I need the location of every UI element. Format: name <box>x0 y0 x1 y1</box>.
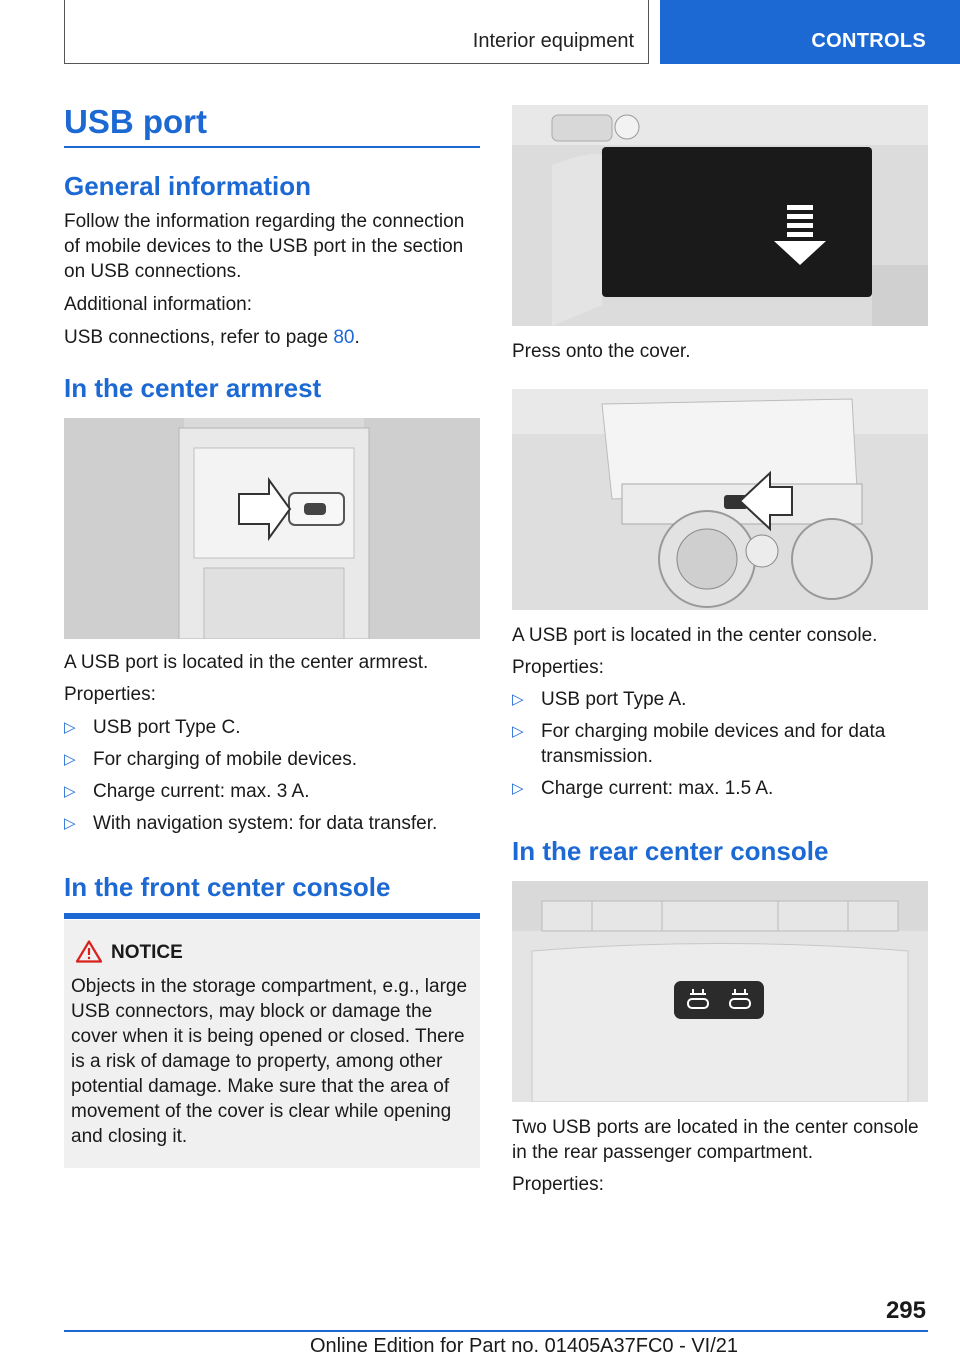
warning-triangle-icon <box>76 940 102 963</box>
bullet-triangle-icon: ▷ <box>64 783 76 800</box>
bullet-triangle-icon: ▷ <box>64 815 76 832</box>
bullet-triangle-icon: ▷ <box>512 723 524 740</box>
notice-line: Objects in the storage compartment, e.g., large <box>71 976 468 997</box>
rear-console-figure <box>512 881 928 1102</box>
armrest-figure <box>64 418 480 639</box>
page-link[interactable]: 80 <box>333 327 355 348</box>
bullet-triangle-icon: ▷ <box>64 751 76 768</box>
rear-properties-label: Properties: <box>512 1174 604 1195</box>
general-reference <box>64 325 360 350</box>
general-para1-line1: Follow the information regarding the connection <box>64 211 465 232</box>
page-title: USB port <box>64 103 207 140</box>
notice-line: is a risk of damage to property, among other <box>71 1051 443 1072</box>
footer-edition: Online Edition for Part no. 01405A37FC0 - VI/21 <box>310 1335 739 1357</box>
rear-caption-line1: Two USB ports are located in the center console <box>512 1117 919 1138</box>
general-heading: General information <box>64 171 312 201</box>
cover-figure <box>512 105 928 326</box>
rear-caption-line2: in the rear passenger compartment. <box>512 1142 813 1163</box>
armrest-properties-label: Properties: <box>64 684 156 705</box>
general-para2: Additional information: <box>64 294 252 315</box>
front-console-caption: A USB port is located in the center console. <box>512 625 878 646</box>
notice-title: NOTICE <box>111 942 183 963</box>
cover-caption: Press onto the cover. <box>512 341 691 362</box>
general-para1-line3: on USB connections. <box>64 261 242 282</box>
notice-box <box>64 920 480 1168</box>
header-chapter-tab <box>660 0 960 64</box>
footer-rule <box>64 1330 928 1332</box>
notice-line: potential damage. Make sure that the area of <box>71 1076 450 1097</box>
front-properties-label: Properties: <box>512 657 604 678</box>
reference-end: . <box>354 327 360 348</box>
bullet-triangle-icon: ▷ <box>64 719 76 736</box>
header-chapter-label: CONTROLS <box>811 30 926 52</box>
header-section-tab <box>64 0 649 64</box>
front-heading: In the front center console <box>64 872 391 902</box>
bullet-triangle-icon: ▷ <box>512 691 524 708</box>
reference-text: USB connections, refer to page <box>64 327 334 348</box>
title-rule <box>64 146 480 148</box>
notice-rule <box>64 913 480 919</box>
armrest-heading: In the center armrest <box>64 373 322 403</box>
notice-line: and closing it. <box>71 1126 188 1147</box>
notice-line: USB connectors, may block or damage the <box>71 1001 433 1022</box>
notice-line: movement of the cover is clear while opening <box>71 1101 452 1122</box>
general-para1-line2: of mobile devices to the USB port in the section <box>64 236 464 257</box>
bullet-triangle-icon: ▷ <box>512 780 524 797</box>
armrest-caption: A USB port is located in the center armrest. <box>64 652 429 673</box>
page-number: 295 <box>885 1297 926 1324</box>
notice-line: cover when it is being opened or closed. There <box>71 1026 465 1047</box>
front-console-figure <box>512 389 928 610</box>
header-section-label: Interior equipment <box>472 30 634 52</box>
rear-heading: In the rear center console <box>512 836 829 866</box>
